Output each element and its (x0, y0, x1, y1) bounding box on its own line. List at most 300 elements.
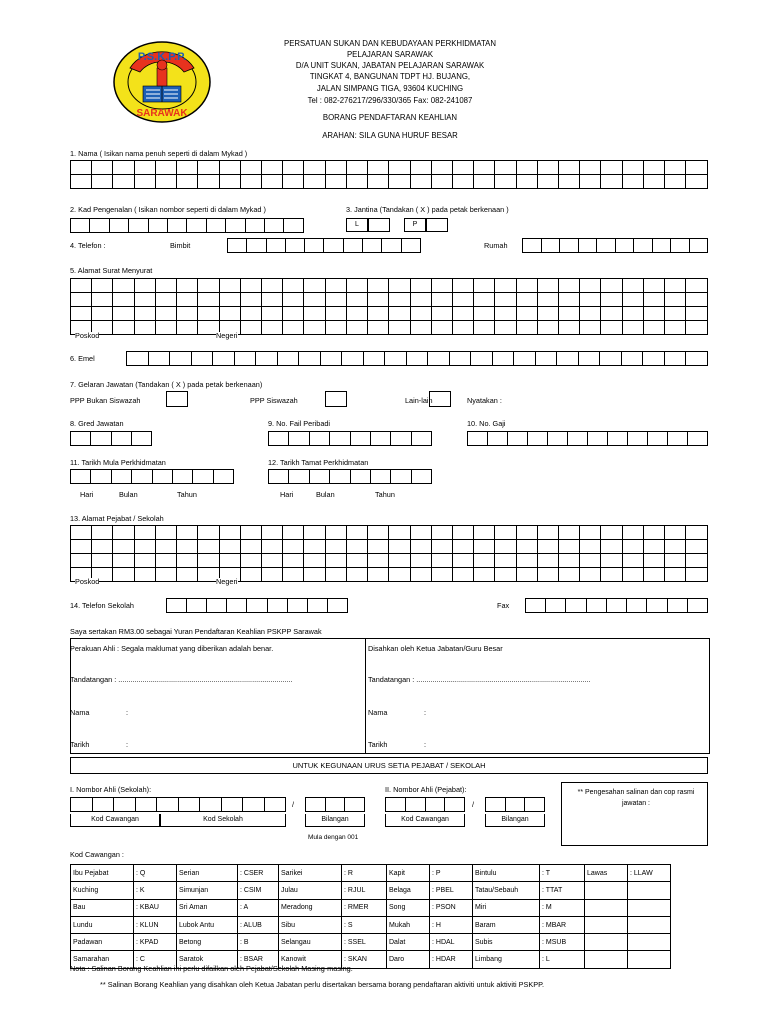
grid-cell[interactable] (597, 239, 616, 253)
grid-cell[interactable] (129, 219, 148, 233)
grid-cell[interactable] (389, 293, 410, 307)
grid-cell[interactable] (557, 352, 579, 366)
grid-cell[interactable] (622, 568, 643, 582)
grid-cell[interactable] (622, 279, 643, 293)
grid-cell[interactable] (264, 798, 286, 812)
grid-cell[interactable] (261, 568, 282, 582)
grid-cell[interactable] (71, 279, 92, 293)
grid-cell[interactable] (474, 568, 495, 582)
grid-cell[interactable] (113, 161, 134, 175)
grid-cell[interactable] (240, 540, 261, 554)
grid-cell[interactable] (566, 599, 586, 613)
grid-cell[interactable] (213, 470, 233, 484)
grid-cell[interactable] (240, 293, 261, 307)
grid-cell[interactable] (643, 279, 664, 293)
grid-cell[interactable] (114, 798, 136, 812)
grid-cell[interactable] (643, 161, 664, 175)
grid-cell[interactable] (346, 526, 367, 540)
grid-cell[interactable] (495, 175, 516, 189)
grid-cell[interactable] (109, 219, 128, 233)
grid-cell[interactable] (240, 554, 261, 568)
grid-cell[interactable] (389, 175, 410, 189)
grid-cell[interactable] (172, 470, 192, 484)
grid-cell[interactable] (240, 175, 261, 189)
grid-cell[interactable] (643, 321, 664, 335)
grid-cell[interactable] (198, 307, 219, 321)
grid-cell[interactable] (261, 161, 282, 175)
grid-cell[interactable] (304, 568, 325, 582)
grid-cell[interactable] (234, 352, 256, 366)
alamat-pejabat-grid[interactable] (70, 525, 708, 582)
grid-cell[interactable] (346, 568, 367, 582)
grid-cell[interactable] (71, 432, 91, 446)
grid-cell[interactable] (634, 239, 653, 253)
grid-cell[interactable] (546, 599, 566, 613)
grid-cell[interactable] (386, 798, 406, 812)
grid-cell[interactable] (71, 526, 92, 540)
grid-cell[interactable] (688, 432, 708, 446)
grid-cell[interactable] (389, 568, 410, 582)
grid-cell[interactable] (580, 526, 601, 540)
grid-cell[interactable] (350, 470, 370, 484)
grid-cell[interactable] (665, 161, 686, 175)
grid-cell[interactable] (92, 554, 113, 568)
grid-cell[interactable] (622, 307, 643, 321)
grid-cell[interactable] (221, 798, 243, 812)
grid-cell[interactable] (327, 599, 347, 613)
grid-cell[interactable] (474, 293, 495, 307)
grid-cell[interactable] (410, 161, 431, 175)
grid-cell[interactable] (368, 307, 389, 321)
grid-cell[interactable] (283, 161, 304, 175)
ppp-siswazah-box[interactable] (325, 391, 347, 407)
grid-cell[interactable] (155, 554, 176, 568)
grid-cell[interactable] (474, 526, 495, 540)
grid-cell[interactable] (157, 798, 179, 812)
grid-cell[interactable] (495, 307, 516, 321)
grid-cell[interactable] (304, 321, 325, 335)
grid-cell[interactable] (363, 239, 382, 253)
grid-cell[interactable] (449, 352, 471, 366)
grid-cell[interactable] (155, 568, 176, 582)
grid-cell[interactable] (665, 279, 686, 293)
grid-cell[interactable] (568, 432, 588, 446)
lain-lain-box[interactable] (429, 391, 451, 407)
grid-cell[interactable] (304, 175, 325, 189)
grid-cell[interactable] (283, 568, 304, 582)
grid-cell[interactable] (368, 321, 389, 335)
grid-cell[interactable] (155, 307, 176, 321)
grid-cell[interactable] (134, 554, 155, 568)
grid-cell[interactable] (431, 554, 452, 568)
grid-cell[interactable] (431, 526, 452, 540)
grid-cell[interactable] (148, 352, 170, 366)
grid-cell[interactable] (601, 307, 622, 321)
grid-cell[interactable] (304, 526, 325, 540)
grid-cell[interactable] (330, 432, 350, 446)
grid-cell[interactable] (240, 568, 261, 582)
grid-cell[interactable] (687, 599, 707, 613)
fail-grid[interactable] (268, 431, 432, 446)
grid-cell[interactable] (113, 279, 134, 293)
grid-cell[interactable] (148, 219, 167, 233)
grid-cell[interactable] (495, 540, 516, 554)
grid-cell[interactable] (127, 352, 149, 366)
nama-grid[interactable] (70, 160, 708, 189)
grid-cell[interactable] (474, 279, 495, 293)
grid-cell[interactable] (240, 526, 261, 540)
grid-cell[interactable] (391, 470, 411, 484)
grid-cell[interactable] (601, 279, 622, 293)
grid-cell[interactable] (368, 554, 389, 568)
grid-cell[interactable] (389, 540, 410, 554)
grid-cell[interactable] (219, 293, 240, 307)
grid-cell[interactable] (304, 279, 325, 293)
grid-cell[interactable] (686, 279, 708, 293)
grid-cell[interactable] (346, 161, 367, 175)
grid-cell[interactable] (170, 352, 192, 366)
grid-cell[interactable] (622, 161, 643, 175)
grid-cell[interactable] (177, 293, 198, 307)
grid-cell[interactable] (178, 798, 200, 812)
grid-cell[interactable] (261, 293, 282, 307)
grid-cell[interactable] (113, 321, 134, 335)
grid-cell[interactable] (559, 568, 580, 582)
grid-cell[interactable] (665, 321, 686, 335)
grid-cell[interactable] (134, 568, 155, 582)
grid-cell[interactable] (516, 175, 537, 189)
grid-cell[interactable] (508, 432, 528, 446)
grid-cell[interactable] (71, 307, 92, 321)
grid-cell[interactable] (325, 321, 346, 335)
grid-cell[interactable] (580, 321, 601, 335)
grid-cell[interactable] (686, 554, 708, 568)
grid-cell[interactable] (247, 239, 266, 253)
grid-cell[interactable] (606, 599, 626, 613)
grid-cell[interactable] (560, 239, 579, 253)
grid-cell[interactable] (342, 352, 364, 366)
grid-cell[interactable] (346, 540, 367, 554)
grid-cell[interactable] (382, 239, 401, 253)
grid-cell[interactable] (177, 175, 198, 189)
grid-cell[interactable] (559, 293, 580, 307)
grid-cell[interactable] (92, 161, 113, 175)
grid-cell[interactable] (537, 540, 558, 554)
grid-cell[interactable] (471, 352, 493, 366)
grid-cell[interactable] (686, 161, 708, 175)
grid-cell[interactable] (537, 279, 558, 293)
grid-cell[interactable] (410, 554, 431, 568)
grid-cell[interactable] (155, 161, 176, 175)
grid-cell[interactable] (559, 307, 580, 321)
grid-cell[interactable] (495, 554, 516, 568)
grid-cell[interactable] (92, 798, 114, 812)
grid-cell[interactable] (325, 798, 345, 812)
grid-cell[interactable] (495, 293, 516, 307)
grid-cell[interactable] (330, 470, 350, 484)
grid-cell[interactable] (269, 470, 289, 484)
grid-cell[interactable] (283, 540, 304, 554)
grid-cell[interactable] (92, 279, 113, 293)
grid-cell[interactable] (578, 352, 600, 366)
grid-cell[interactable] (535, 352, 557, 366)
grid-cell[interactable] (468, 432, 488, 446)
grid-cell[interactable] (628, 432, 648, 446)
grid-cell[interactable] (283, 321, 304, 335)
grid-cell[interactable] (368, 279, 389, 293)
grid-cell[interactable] (134, 175, 155, 189)
grid-cell[interactable] (667, 599, 687, 613)
jantina-l-box[interactable] (368, 218, 390, 232)
grid-cell[interactable] (601, 568, 622, 582)
grid-cell[interactable] (177, 161, 198, 175)
grid-cell[interactable] (266, 239, 285, 253)
grid-cell[interactable] (134, 279, 155, 293)
grid-cell[interactable] (665, 307, 686, 321)
grid-cell[interactable] (283, 175, 304, 189)
grid-cell[interactable] (177, 554, 198, 568)
grid-cell[interactable] (389, 307, 410, 321)
grid-cell[interactable] (168, 219, 187, 233)
grid-cell[interactable] (219, 540, 240, 554)
grid-cell[interactable] (601, 554, 622, 568)
grid-cell[interactable] (580, 540, 601, 554)
grid-cell[interactable] (528, 432, 548, 446)
grid-cell[interactable] (261, 307, 282, 321)
grid-cell[interactable] (445, 798, 465, 812)
grid-cell[interactable] (580, 161, 601, 175)
nombor-sekolah-grid[interactable] (70, 797, 286, 812)
grid-cell[interactable] (177, 540, 198, 554)
grid-cell[interactable] (537, 293, 558, 307)
grid-cell[interactable] (283, 554, 304, 568)
grid-cell[interactable] (113, 540, 134, 554)
grid-cell[interactable] (320, 352, 342, 366)
grid-cell[interactable] (601, 161, 622, 175)
grid-cell[interactable] (113, 526, 134, 540)
grid-cell[interactable] (345, 798, 365, 812)
grid-cell[interactable] (346, 175, 367, 189)
grid-cell[interactable] (92, 526, 113, 540)
grid-cell[interactable] (207, 599, 227, 613)
grid-cell[interactable] (305, 239, 324, 253)
grid-cell[interactable] (431, 293, 452, 307)
grid-cell[interactable] (526, 599, 546, 613)
grid-cell[interactable] (643, 526, 664, 540)
grid-cell[interactable] (586, 599, 606, 613)
grid-cell[interactable] (111, 470, 131, 484)
telefon-sekolah-grid[interactable] (166, 598, 348, 613)
grid-cell[interactable] (474, 307, 495, 321)
grid-cell[interactable] (643, 568, 664, 582)
grid-cell[interactable] (135, 798, 157, 812)
grid-cell[interactable] (155, 526, 176, 540)
grid-cell[interactable] (452, 321, 473, 335)
grid-cell[interactable] (283, 279, 304, 293)
grid-cell[interactable] (410, 526, 431, 540)
grid-cell[interactable] (665, 568, 686, 582)
grid-cell[interactable] (306, 798, 326, 812)
grid-cell[interactable] (346, 307, 367, 321)
grid-cell[interactable] (193, 470, 213, 484)
grid-cell[interactable] (389, 321, 410, 335)
grid-cell[interactable] (198, 540, 219, 554)
grid-cell[interactable] (325, 568, 346, 582)
grid-cell[interactable] (486, 798, 506, 812)
grid-cell[interactable] (111, 432, 131, 446)
grid-cell[interactable] (177, 307, 198, 321)
grid-cell[interactable] (71, 798, 93, 812)
grid-cell[interactable] (132, 470, 152, 484)
grid-cell[interactable] (686, 321, 708, 335)
grid-cell[interactable] (90, 219, 109, 233)
tandatangan-ketua[interactable]: Tandatangan : ...................................................................................... (368, 675, 591, 684)
grid-cell[interactable] (452, 307, 473, 321)
kad-grid[interactable] (70, 218, 304, 233)
grid-cell[interactable] (363, 352, 385, 366)
grid-cell[interactable] (410, 293, 431, 307)
grid-cell[interactable] (516, 554, 537, 568)
bilangan-pejabat-grid[interactable] (485, 797, 545, 812)
grid-cell[interactable] (401, 239, 420, 253)
grid-cell[interactable] (325, 175, 346, 189)
grid-cell[interactable] (516, 526, 537, 540)
grid-cell[interactable] (219, 175, 240, 189)
bilangan-sekolah-grid[interactable] (305, 797, 365, 812)
grid-cell[interactable] (134, 321, 155, 335)
grid-cell[interactable] (240, 279, 261, 293)
grid-cell[interactable] (299, 352, 321, 366)
grid-cell[interactable] (452, 161, 473, 175)
grid-cell[interactable] (516, 293, 537, 307)
grid-cell[interactable] (643, 293, 664, 307)
grid-cell[interactable] (177, 321, 198, 335)
grid-cell[interactable] (325, 161, 346, 175)
grid-cell[interactable] (621, 352, 643, 366)
grid-cell[interactable] (92, 175, 113, 189)
grid-cell[interactable] (177, 568, 198, 582)
grid-cell[interactable] (71, 554, 92, 568)
grid-cell[interactable] (261, 175, 282, 189)
grid-cell[interactable] (261, 554, 282, 568)
tandatangan-ahli[interactable]: Tandatangan : ...................................................................................... (70, 675, 293, 684)
grid-cell[interactable] (668, 432, 688, 446)
grid-cell[interactable] (452, 540, 473, 554)
grid-cell[interactable] (134, 526, 155, 540)
grid-cell[interactable] (622, 175, 643, 189)
grid-cell[interactable] (247, 599, 267, 613)
grid-cell[interactable] (389, 279, 410, 293)
grid-cell[interactable] (643, 554, 664, 568)
grid-cell[interactable] (452, 554, 473, 568)
grid-cell[interactable] (91, 470, 111, 484)
mula-grid[interactable] (70, 469, 234, 484)
grid-cell[interactable] (406, 352, 428, 366)
grid-cell[interactable] (370, 432, 390, 446)
grid-cell[interactable] (283, 526, 304, 540)
grid-cell[interactable] (167, 599, 187, 613)
grid-cell[interactable] (615, 239, 634, 253)
grid-cell[interactable] (665, 526, 686, 540)
grid-cell[interactable] (541, 239, 560, 253)
fax-grid[interactable] (525, 598, 708, 613)
grid-cell[interactable] (325, 526, 346, 540)
grid-cell[interactable] (389, 554, 410, 568)
grid-cell[interactable] (289, 470, 309, 484)
grid-cell[interactable] (474, 321, 495, 335)
grid-cell[interactable] (219, 307, 240, 321)
grid-cell[interactable] (537, 321, 558, 335)
grid-cell[interactable] (665, 293, 686, 307)
ppp-bukan-box[interactable] (166, 391, 188, 407)
grid-cell[interactable] (113, 307, 134, 321)
grid-cell[interactable] (622, 293, 643, 307)
grid-cell[interactable] (548, 432, 568, 446)
grid-cell[interactable] (206, 219, 225, 233)
grid-cell[interactable] (113, 554, 134, 568)
grid-cell[interactable] (350, 432, 370, 446)
grid-cell[interactable] (537, 554, 558, 568)
grid-cell[interactable] (219, 161, 240, 175)
grid-cell[interactable] (516, 161, 537, 175)
grid-cell[interactable] (559, 175, 580, 189)
grid-cell[interactable] (622, 321, 643, 335)
grid-cell[interactable] (411, 432, 431, 446)
grid-cell[interactable] (452, 568, 473, 582)
grid-cell[interactable] (71, 175, 92, 189)
grid-cell[interactable] (261, 540, 282, 554)
grid-cell[interactable] (131, 432, 151, 446)
grid-cell[interactable] (516, 568, 537, 582)
grid-cell[interactable] (580, 279, 601, 293)
grid-cell[interactable] (304, 161, 325, 175)
grid-cell[interactable] (277, 352, 299, 366)
grid-cell[interactable] (134, 540, 155, 554)
grid-cell[interactable] (516, 279, 537, 293)
grid-cell[interactable] (343, 239, 362, 253)
grid-cell[interactable] (228, 239, 247, 253)
grid-cell[interactable] (152, 470, 172, 484)
nombor-pejabat-grid[interactable] (385, 797, 465, 812)
grid-cell[interactable] (134, 293, 155, 307)
grid-cell[interactable] (665, 554, 686, 568)
grid-cell[interactable] (689, 239, 708, 253)
grid-cell[interactable] (431, 568, 452, 582)
grid-cell[interactable] (284, 219, 304, 233)
grid-cell[interactable] (289, 432, 309, 446)
grid-cell[interactable] (269, 432, 289, 446)
grid-cell[interactable] (346, 279, 367, 293)
grid-cell[interactable] (488, 432, 508, 446)
grid-cell[interactable] (346, 554, 367, 568)
grid-cell[interactable] (523, 239, 542, 253)
grid-cell[interactable] (389, 161, 410, 175)
grid-cell[interactable] (309, 432, 329, 446)
grid-cell[interactable] (71, 470, 91, 484)
alamat-grid[interactable] (70, 278, 708, 335)
grid-cell[interactable] (227, 599, 247, 613)
grid-cell[interactable] (198, 293, 219, 307)
grid-cell[interactable] (346, 321, 367, 335)
grid-cell[interactable] (516, 307, 537, 321)
grid-cell[interactable] (537, 161, 558, 175)
grid-cell[interactable] (601, 175, 622, 189)
grid-cell[interactable] (287, 599, 307, 613)
grid-cell[interactable] (474, 175, 495, 189)
grid-cell[interactable] (213, 352, 235, 366)
grid-cell[interactable] (664, 352, 686, 366)
grid-cell[interactable] (134, 161, 155, 175)
